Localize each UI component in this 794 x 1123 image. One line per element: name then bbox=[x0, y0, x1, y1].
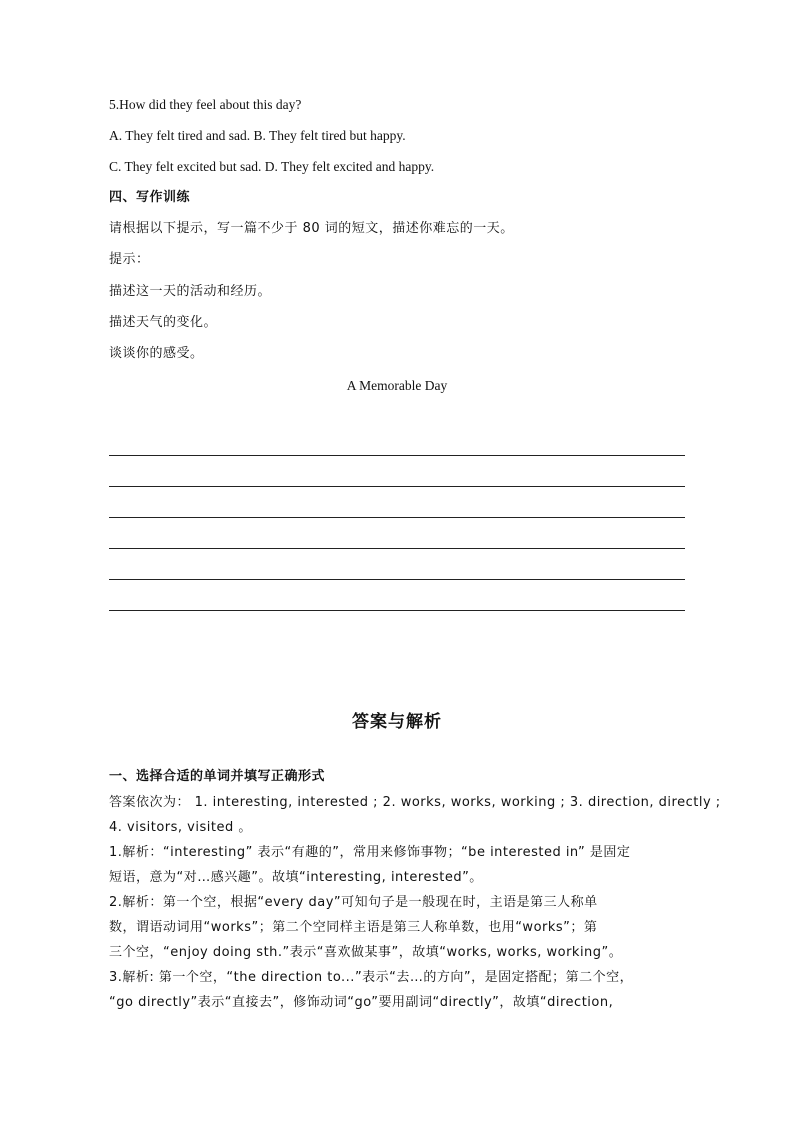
writing-heading: 四、写作训练 bbox=[109, 190, 191, 205]
answer-line: 1.解析：“interesting” 表示“有趣的”，常用来修饰事物；“be interested in” 是固定 bbox=[109, 845, 631, 860]
answer-line: 2.解析：第一个空，根据“every day”可知句子是一般现在时，主语是第三人称单 bbox=[109, 895, 598, 910]
answer-line: 答案依次为： 1. interesting, interested ; 2. works, works, working ; 3. direction, directly ; bbox=[109, 795, 721, 810]
writing-line[interactable] bbox=[109, 610, 685, 611]
question-5-options-cd: C. They felt excited but sad. D. They felt excited and happy. bbox=[109, 159, 435, 174]
question-5-options-ab: A. They felt tired and sad. B. They felt tired but happy. bbox=[109, 128, 406, 143]
writing-instruction: 请根据以下提示，写一篇不少于 80 词的短文，描述你难忘的一天。 bbox=[109, 221, 514, 236]
writing-line[interactable] bbox=[109, 455, 685, 456]
answers-section1-heading: 一、选择合适的单词并填写正确形式 bbox=[109, 769, 326, 784]
hint-item: 描述天气的变化。 bbox=[109, 315, 218, 330]
answer-line: 3.解析: 第一个空，“the direction to...”表示“去…的方向”，是固定搭配；第二个空， bbox=[109, 970, 634, 985]
writing-line[interactable] bbox=[109, 517, 685, 518]
hint-item: 谈谈你的感受。 bbox=[109, 346, 204, 361]
essay-title: A Memorable Day bbox=[346, 378, 448, 393]
hint-item: 描述这一天的活动和经历。 bbox=[109, 284, 272, 299]
answers-title: 答案与解析 bbox=[352, 712, 442, 732]
answer-line: 三个空，“enjoy doing sth.”表示“喜欢做某事”，故填“works, works, working”。 bbox=[109, 945, 623, 960]
hint-label: 提示： bbox=[109, 252, 150, 267]
answer-line: 4. visitors, visited 。 bbox=[109, 820, 252, 835]
writing-line[interactable] bbox=[109, 486, 685, 487]
answer-line: 短语，意为“对…感兴趣”。故填“interesting, interested”。 bbox=[109, 870, 483, 885]
writing-line[interactable] bbox=[109, 548, 685, 549]
question-5-prompt: 5.How did they feel about this day? bbox=[109, 97, 302, 112]
answer-line: “go directly”表示“直接去”，修饰动词“go”要用副词“directly”，故填“direction, bbox=[109, 995, 614, 1010]
answer-line: 数，谓语动词用“works”；第二个空同样主语是第三人称单数，也用“works”；第 bbox=[109, 920, 598, 935]
writing-line[interactable] bbox=[109, 579, 685, 580]
